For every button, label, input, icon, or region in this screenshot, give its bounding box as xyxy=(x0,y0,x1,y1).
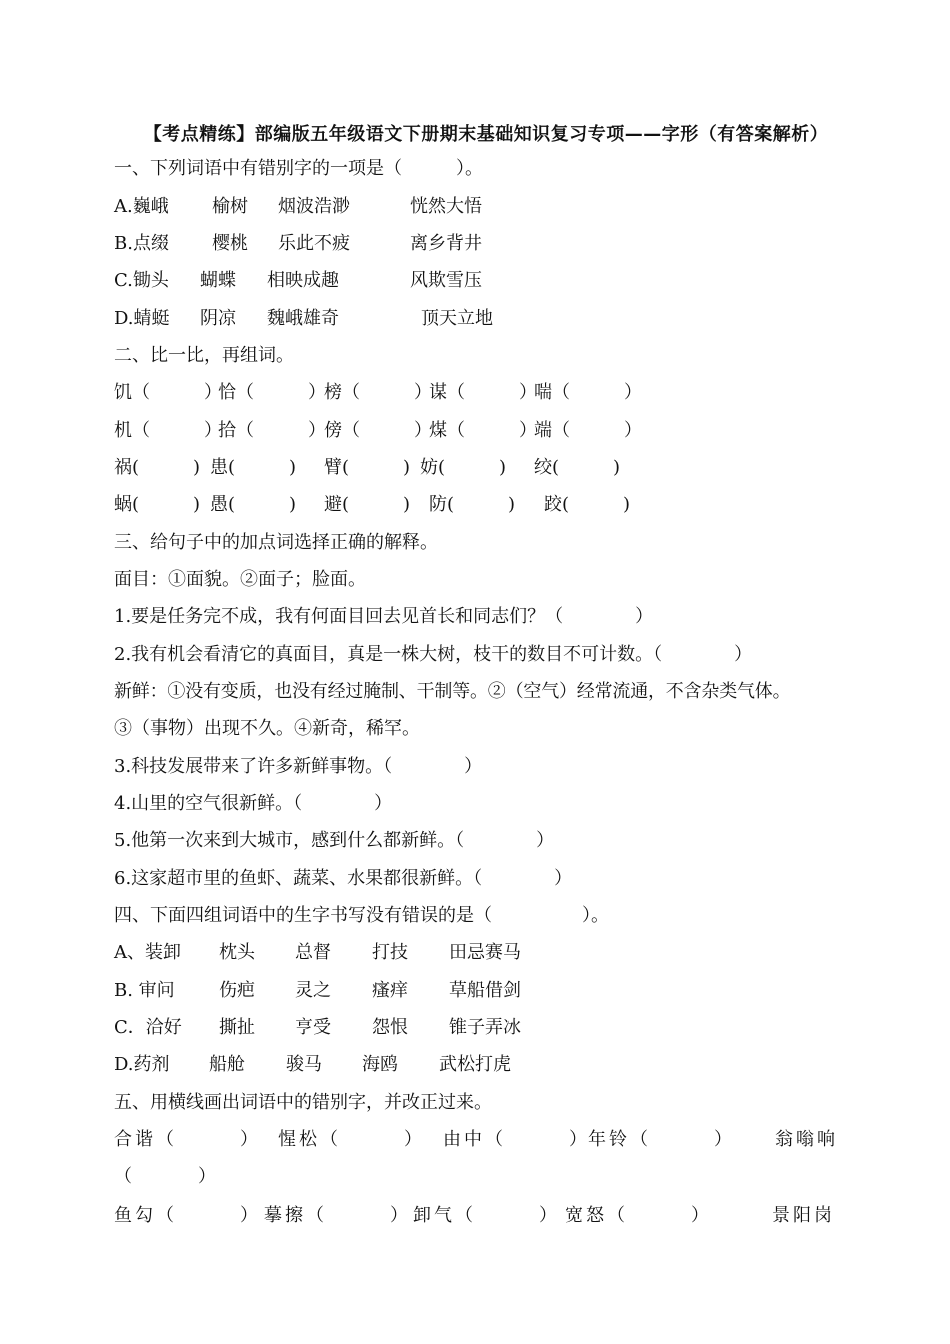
word-blank: 摹擦（ ） xyxy=(264,1205,411,1226)
option-label: A、装卸 xyxy=(114,942,181,963)
word-blank: 榜（ ） xyxy=(324,382,432,403)
word-blank: 恰（ ） xyxy=(218,382,326,403)
q3-sentence-4: 4.山里的空气很新鲜。（ ） xyxy=(114,793,393,814)
word-blank: 鱼勾（ ） xyxy=(114,1205,261,1226)
option-label: C．洽好 xyxy=(114,1017,182,1038)
q3-sentence-2: 2.我有机会看清它的真面目，真是一株大树，枝干的数目不可计数。（ ） xyxy=(114,644,753,665)
option-word: 骏马 xyxy=(286,1054,322,1075)
option-word: 伤疤 xyxy=(219,980,255,1001)
option-word: 乐此不疲 xyxy=(278,233,350,254)
option-word: 船舱 xyxy=(209,1054,245,1075)
word-blank: 端（ ） xyxy=(534,420,642,441)
word-blank: 机（ ） xyxy=(114,420,222,441)
word-blank: 蜗( ) xyxy=(114,494,201,515)
option-word: 总督 xyxy=(295,942,331,963)
option-word: 撕扯 xyxy=(219,1017,255,1038)
word-blank: 年铃（ ） xyxy=(588,1129,735,1150)
word-blank: 傍（ ） xyxy=(324,420,432,441)
option-label: B. 审问 xyxy=(114,980,175,1001)
q3-sentence-5: 5.他第一次来到大城市，感到什么都新鲜。（ ） xyxy=(114,830,555,851)
option-word: 锥子弄冰 xyxy=(449,1017,521,1038)
option-word: 打技 xyxy=(372,942,408,963)
option-label: A.巍峨 xyxy=(114,196,169,217)
q3-definition-xinxian-cont: ③（事物）出现不久。④新奇，稀罕。 xyxy=(114,718,420,739)
option-word: 武松打虎 xyxy=(439,1054,511,1075)
word-blank: 跤( ) xyxy=(544,494,631,515)
word-blank: 煤（ ） xyxy=(429,420,537,441)
option-word: 魏峨雄奇 xyxy=(267,308,339,329)
option-word: 风欺雪压 xyxy=(410,270,482,291)
word-blank: 饥（ ） xyxy=(114,382,222,403)
q1-stem: 一、下列词语中有错别字的一项是（ ）。 xyxy=(114,158,483,179)
word-blank: 翁嗡响 xyxy=(775,1129,838,1150)
word-blank: 绞( ) xyxy=(534,457,621,478)
word-blank: 景阳岗 xyxy=(772,1205,835,1226)
word-blank: 宽怒（ ） xyxy=(565,1205,712,1226)
option-label: D.蜻蜓 xyxy=(114,308,170,329)
word-blank: 防( ) xyxy=(429,494,516,515)
word-blank: 卸气（ ） xyxy=(413,1205,560,1226)
option-label: B.点缀 xyxy=(114,233,169,254)
word-blank: 喘（ ） xyxy=(534,382,642,403)
option-word: 瘙痒 xyxy=(372,980,408,1001)
word-blank: 避( ) xyxy=(324,494,411,515)
option-word: 樱桃 xyxy=(212,233,248,254)
option-word: 顶天立地 xyxy=(421,308,493,329)
q3-sentence-1: 1.要是任务完不成，我有何面目回去见首长和同志们？（ ） xyxy=(114,606,654,627)
option-word: 蝴蝶 xyxy=(200,270,236,291)
q3-definition-xinxian: 新鲜：①没有变质，也没有经过腌制、干制等。②（空气）经常流通，不含杂类气体。 xyxy=(114,681,791,702)
word-blank: 祸( ) xyxy=(114,457,201,478)
word-blank: 臂( ) xyxy=(324,457,411,478)
q5-stem: 五、用横线画出词语中的错别字，并改正过来。 xyxy=(114,1092,492,1113)
q3-sentence-6: 6.这家超市里的鱼虾、蔬菜、水果都很新鲜。（ ） xyxy=(114,868,573,889)
option-label: C.锄头 xyxy=(114,270,169,291)
option-word: 枕头 xyxy=(219,942,255,963)
word-blank: 拾（ ） xyxy=(218,420,326,441)
option-word: 草船借剑 xyxy=(449,980,521,1001)
word-blank: 由中（ ） xyxy=(443,1129,590,1150)
word-blank: 惺松（ ） xyxy=(278,1129,425,1150)
option-word: 田忌赛马 xyxy=(449,942,521,963)
word-blank: 妨( ) xyxy=(420,457,507,478)
option-word: 阴凉 xyxy=(200,308,236,329)
option-label: D.药剂 xyxy=(114,1054,170,1075)
q3-definition-mianmu: 面目：①面貌。②面子；脸面。 xyxy=(114,569,366,590)
option-word: 怨恨 xyxy=(372,1017,408,1038)
word-blank: 愚( ) xyxy=(210,494,297,515)
option-word: 海鸥 xyxy=(362,1054,398,1075)
option-word: 榆树 xyxy=(212,196,248,217)
q2-stem: 二、比一比，再组词。 xyxy=(114,345,294,366)
q4-stem: 四、下面四组词语中的生字书写没有错误的是（ ）。 xyxy=(114,905,609,926)
option-word: 亨受 xyxy=(295,1017,331,1038)
word-blank: 谋（ ） xyxy=(429,382,537,403)
q5-row-1-continuation: （ ） xyxy=(114,1166,219,1187)
option-word: 离乡背井 xyxy=(410,233,482,254)
option-word: 恍然大悟 xyxy=(410,196,482,217)
page-title: 【考点精练】部编版五年级语文下册期末基础知识复习专项——字形（有答案解析） xyxy=(143,124,829,145)
word-blank: 患( ) xyxy=(210,457,297,478)
q3-stem: 三、给句子中的加点词选择正确的解释。 xyxy=(114,532,438,553)
option-word: 烟波浩渺 xyxy=(278,196,350,217)
word-blank: 合谐（ ） xyxy=(114,1129,261,1150)
option-word: 灵之 xyxy=(295,980,331,1001)
q3-sentence-3: 3.科技发展带来了许多新鲜事物。（ ） xyxy=(114,756,483,777)
option-word: 相映成趣 xyxy=(267,270,339,291)
